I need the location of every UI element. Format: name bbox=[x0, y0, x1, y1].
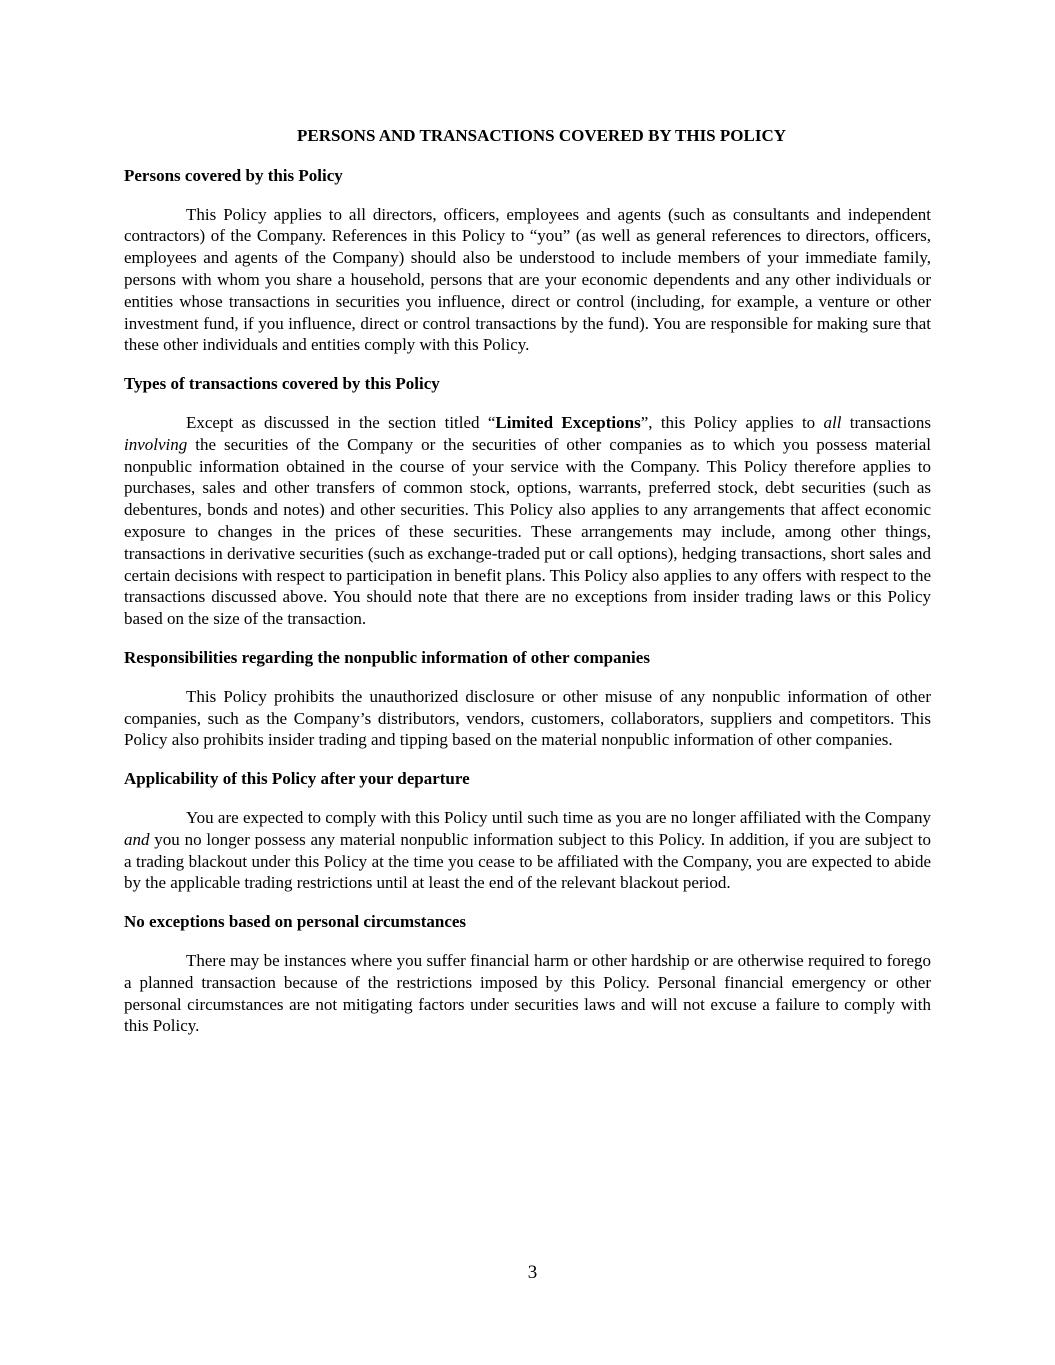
section-heading-other-companies: Responsibilities regarding the nonpublic information of other companies bbox=[124, 647, 650, 667]
text-run: Except as discussed in the section titled “ bbox=[186, 412, 496, 432]
text-run: You are expected to comply with this Policy until such time as you are no longer affiliated with the Company bbox=[186, 807, 931, 827]
paragraph-after-departure bbox=[124, 807, 931, 894]
bold-reference-limited-exceptions: Limited Exceptions bbox=[495, 412, 641, 432]
document-page bbox=[124, 125, 931, 1037]
page-number: 3 bbox=[527, 1262, 538, 1283]
italic-emphasis: all bbox=[823, 412, 842, 432]
text-run: you no longer possess any material nonpublic information subject to this Policy. In addition, if you are subject to a trading blackout under this Policy at the time you cease to be affiliated with the Company, you are expected to abide by the applicable trading restrictions until at least the end of the relevant blackout period. bbox=[124, 829, 931, 893]
text-run: the securities of the Company or the securities of other companies as to which you possess material nonpublic information obtained in the course of your service with the Company. This Policy therefore applies to purchases, sales and other transfers of common stock, options, warrants, preferred stock, debt securities (such as debentures, bonds and notes) and other securities. This Policy also applies to any arrangements that affect economic exposure to changes in the prices of these securities. These arrangements may include, among other things, transactions in derivative securities (such as exchange-traded put or call options), hedging transactions, short sales and certain decisions with respect to participation in benefit plans. This Policy also applies to any offers with respect to the transactions discussed above. You should note that there are no exceptions from insider trading laws or this Policy based on the size of the transaction. bbox=[124, 434, 931, 629]
document-title: PERSONS AND TRANSACTIONS COVERED BY THIS POLICY bbox=[296, 126, 786, 145]
italic-emphasis: and bbox=[124, 829, 150, 849]
section-heading-persons-covered: Persons covered by this Policy bbox=[124, 165, 343, 185]
paragraph-transaction-types bbox=[124, 412, 931, 630]
italic-emphasis: involving bbox=[124, 434, 188, 454]
paragraph-persons-covered: This Policy applies to all directors, officers, employees and agents (such as consultants and independent contractors) of the Company. References in this Policy to “you” (as well as general references to directors, officers, employees and agents of the Company) should also be understood to include members of your immediate family, persons with whom you share a household, persons that are your economic dependents and any other individuals or entities whose transactions in securities you influence, direct or control (including, for example, a venture or other investment fund, if you influence, direct or control transactions by the fund). You are responsible for making sure that these other individuals and entities comply with this Policy. bbox=[124, 204, 931, 355]
paragraph-other-companies: This Policy prohibits the unauthorized disclosure or other misuse of any nonpublic information of other companies, such as the Company’s distributors, vendors, customers, collaborators, suppliers and competitors. This Policy also prohibits insider trading and tipping based on the material nonpublic information of other companies. bbox=[124, 686, 931, 750]
section-heading-after-departure: Applicability of this Policy after your departure bbox=[124, 769, 470, 789]
section-heading-transaction-types: Types of transactions covered by this Policy bbox=[124, 374, 440, 394]
section-heading-no-exceptions: No exceptions based on personal circumstances bbox=[124, 912, 467, 932]
paragraph-no-exceptions: There may be instances where you suffer financial harm or other hardship or are otherwise required to forego a planned transaction because of the restrictions imposed by this Policy. Personal financial emergency or other personal circumstances are not mitigating factors under securities laws and will not excuse a failure to comply with this Policy. bbox=[124, 950, 931, 1036]
text-run: ”, this Policy applies to bbox=[640, 412, 824, 432]
text-run: transactions bbox=[841, 412, 931, 432]
